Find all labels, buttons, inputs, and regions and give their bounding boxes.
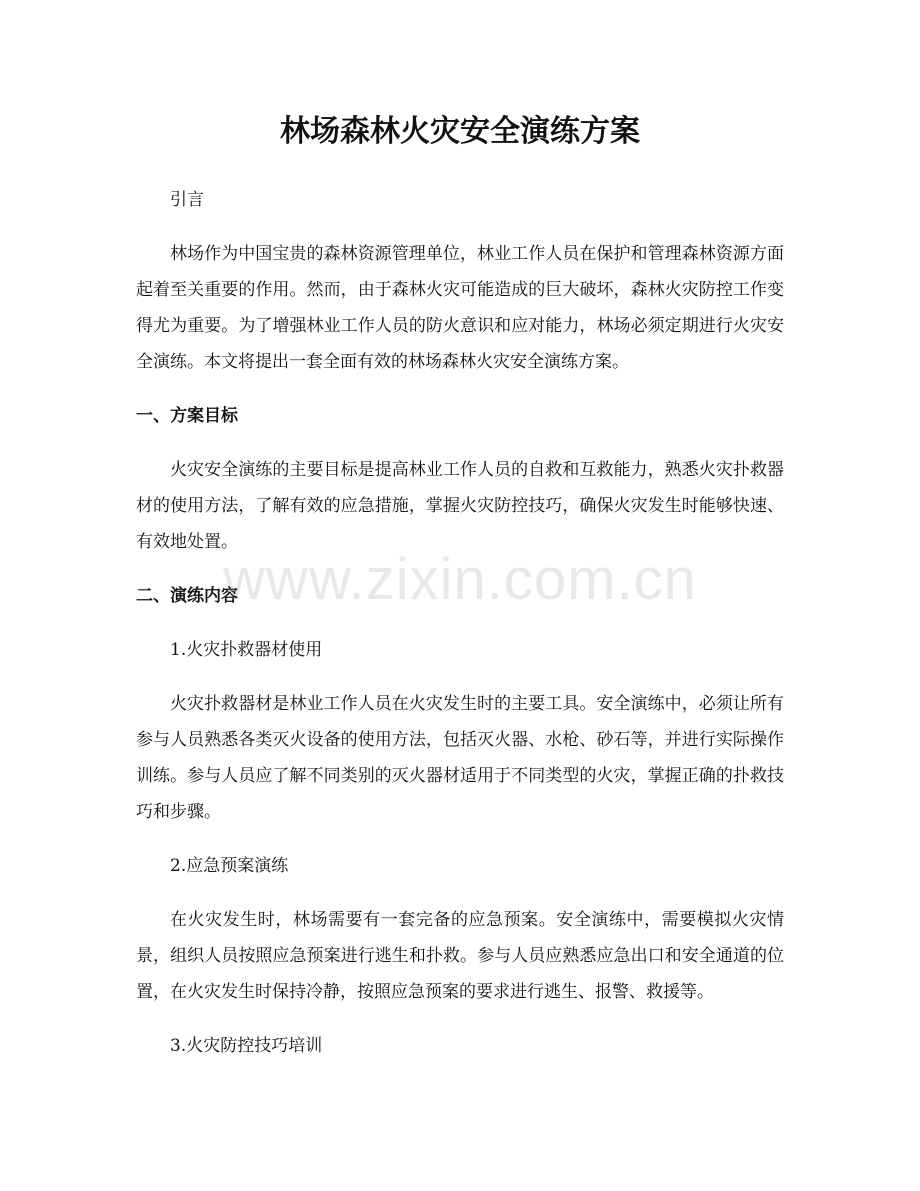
document-body <box>136 182 784 1064</box>
document-title: 林场森林火灾安全演练方案 <box>280 114 640 149</box>
intro-label: 引言 <box>170 190 204 210</box>
item3-title: 3.火灾防控技巧培训 <box>170 1036 323 1056</box>
item1-paragraph: 火灾扑救器材是林业工作人员在火灾发生时的主要工具。安全演练中，必须让所有参与人员熟悉各类灭火设备的使用方法，包括灭火器、水枪、砂石等，并进行实际操作训练。参与人员应了解不同类别的灭火器材适用于不同类型的火灾，掌握正确的扑救技巧和步骤。 <box>136 694 784 822</box>
goals-paragraph: 火灾安全演练的主要目标是提高林业工作人员的自救和互救能力，熟悉火灾扑救器材的使用方法，了解有效的应急措施，掌握火灾防控技巧，确保火灾发生时能够快速、有效地处置。 <box>136 460 784 552</box>
watermark: www.zixin.com.cn <box>223 547 697 612</box>
intro-paragraph: 林场作为中国宝贵的森林资源管理单位，林业工作人员在保护和管理森林资源方面起着至关重要的作用。然而，由于森林火灾可能造成的巨大破坏，森林火灾防控工作变得尤为重要。为了增强林业工作人员的防火意识和应对能力，林场必须定期进行火灾安全演练。本文将提出一套全面有效的林场森林火灾安全演练方案。 <box>136 244 784 372</box>
section-heading-content: 二、演练内容 <box>136 586 238 606</box>
section-heading-goals: 一、方案目标 <box>136 406 238 426</box>
item1-title: 1.火灾扑救器材使用 <box>170 640 323 660</box>
item2-paragraph: 在火灾发生时，林场需要有一套完备的应急预案。安全演练中，需要模拟火灾情景，组织人员按照应急预案进行逃生和扑救。参与人员应熟悉应急出口和安全通道的位置，在火灾发生时保持冷静，按照应急预案的要求进行逃生、报警、救援等。 <box>136 910 784 1002</box>
item2-title: 2.应急预案演练 <box>170 856 289 876</box>
